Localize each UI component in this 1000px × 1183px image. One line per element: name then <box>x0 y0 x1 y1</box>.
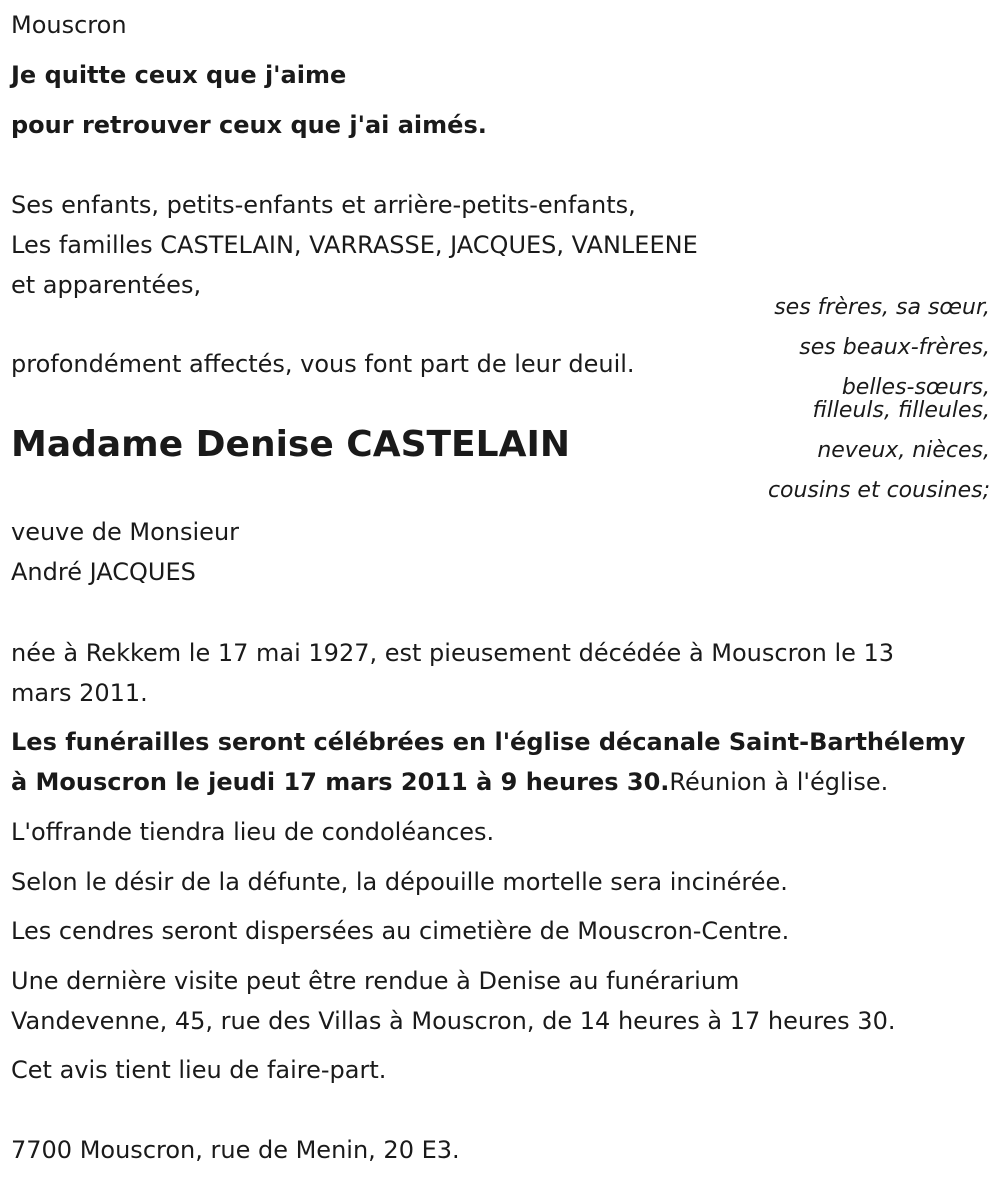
family-line-4: profondément affectés, vous font part de leur deuil. <box>11 350 635 378</box>
visit-line-1: Une dernière visite peut être rendue à Denise au funérarium <box>11 967 740 995</box>
relatives-line: neveux, nièces, <box>817 438 990 463</box>
relatives-line: belles-sœurs, <box>841 375 990 400</box>
funeral-details: à Mouscron le jeudi 17 mars 2011 à 9 heures 30. <box>11 768 670 796</box>
cremation-note: Selon le désir de la défunte, la dépouille mortelle sera incinérée. <box>11 868 788 896</box>
family-line-1: Ses enfants, petits-enfants et arrière-petits-enfants, <box>11 191 636 219</box>
deceased-name: Madame Denise CASTELAIN <box>11 424 570 465</box>
quote-line-2: pour retrouver ceux que j'ai aimés. <box>11 111 487 139</box>
quote-line-1: Je quitte ceux que j'aime <box>11 61 347 89</box>
widow-line-2: André JACQUES <box>11 558 196 586</box>
offering-note: L'offrande tiendra lieu de condoléances. <box>11 818 495 846</box>
relatives-line: filleuls, filleules, <box>812 398 990 423</box>
ashes-note: Les cendres seront dispersées au cimetière de Mouscron-Centre. <box>11 917 790 945</box>
family-line-3: et apparentées, <box>11 271 202 299</box>
location-header: Mouscron <box>11 11 127 39</box>
relatives-line: ses frères, sa sœur, <box>774 295 990 320</box>
birth-line-2: mars 2011. <box>11 679 148 707</box>
family-line-2: Les familles CASTELAIN, VARRASSE, JACQUES, VANLEENE <box>11 231 698 259</box>
widow-line-1: veuve de Monsieur <box>11 518 240 546</box>
relatives-line: cousins et cousines; <box>767 478 990 503</box>
birth-line-1: née à Rekkem le 17 mai 1927, est pieusement décédée à Mouscron le 13 <box>11 639 895 667</box>
funeral-line-2 <box>11 768 888 796</box>
announcement-note: Cet avis tient lieu de faire-part. <box>11 1056 387 1084</box>
visit-line-2: Vandevenne, 45, rue des Villas à Mouscron, de 14 heures à 17 heures 30. <box>11 1007 896 1035</box>
funeral-line-1: Les funérailles seront célébrées en l'église décanale Saint-Barthélemy <box>11 728 966 756</box>
funeral-meeting: Réunion à l'église. <box>669 768 889 796</box>
relatives-line: ses beaux-frères, <box>799 335 990 360</box>
address: 7700 Mouscron, rue de Menin, 20 E3. <box>11 1136 460 1164</box>
